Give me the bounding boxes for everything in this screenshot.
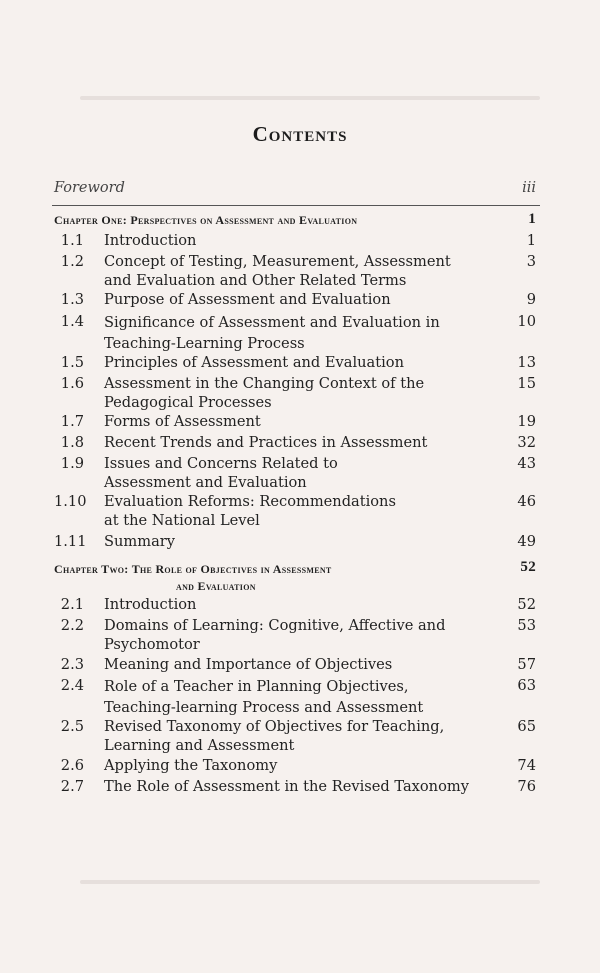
entry-number: 1.3 [60, 291, 84, 308]
foreword-entry [54, 180, 540, 200]
entry-number: 2.6 [60, 757, 84, 774]
entry-number: 1.9 [60, 455, 84, 472]
entry-page: 65 [517, 718, 536, 735]
entry-title: Revised Taxonomy of Objectives for Teaching, Learning and Assessment [104, 718, 445, 754]
foreword-label: Foreword [54, 180, 125, 196]
entry-page: 46 [517, 493, 536, 510]
entry-page: 76 [517, 778, 536, 795]
chapter-one-title: Chapter One: Perspectives on Assessment and Evaluation [54, 213, 358, 227]
entry-number: 2.4 [60, 677, 84, 694]
entry-title: Forms of Assessment [104, 413, 261, 430]
entry-title: Evaluation Reforms: Recommendations at the National Level [104, 493, 396, 529]
entry-page: 49 [517, 533, 536, 550]
chapter-one-heading [54, 213, 540, 228]
show-through-line [80, 96, 540, 100]
entry-page: 13 [517, 354, 536, 371]
entry-page: 19 [517, 413, 536, 430]
entry-page: 57 [517, 656, 536, 673]
chapter-two-title-line2: and Evaluation [176, 579, 256, 593]
entry-title: Significance of Assessment and Evaluation in Teaching-Learning Process [104, 314, 440, 352]
entry-page: 53 [517, 617, 536, 634]
entry-number: 1.10 [54, 493, 87, 510]
entry-number: 2.1 [60, 596, 84, 613]
entry-number: 1.8 [60, 434, 84, 451]
entry-page: 3 [526, 253, 536, 270]
entry-title: Concept of Testing, Measurement, Assessment and Evaluation and Other Related Terms [104, 253, 451, 289]
chapter-two-title-line1: Chapter Two: The Role of Objectives in Assessment [54, 562, 332, 576]
entry-title: Issues and Concerns Related to Assessment and Evaluation [104, 455, 338, 491]
entry-title: Applying the Taxonomy [104, 757, 278, 774]
divider [52, 205, 540, 206]
entry-title: Role of a Teacher in Planning Objectives, Teaching-learning Process and Assessment [104, 678, 424, 716]
entry-title: Domains of Learning: Cognitive, Affective and Psychomotor [104, 617, 446, 653]
entry-number: 1.11 [54, 533, 87, 550]
entry-number: 2.5 [60, 718, 84, 735]
entry-number: 2.2 [60, 617, 84, 634]
entry-title: Introduction [104, 232, 197, 249]
entry-page: 10 [517, 313, 536, 330]
entry-page: 52 [517, 596, 536, 613]
chapter-one-page: 1 [528, 211, 536, 227]
entry-page: 63 [517, 677, 536, 694]
entry-number: 1.6 [60, 375, 84, 392]
entry-number: 1.5 [60, 354, 84, 371]
entry-page: 9 [526, 291, 536, 308]
entry-page: 74 [517, 757, 536, 774]
entry-number: 2.7 [60, 778, 84, 795]
entry-number: 1.2 [60, 253, 84, 270]
entry-page: 15 [517, 375, 536, 392]
entry-title: Assessment in the Changing Context of the Pedagogical Processes [104, 375, 425, 411]
entry-title: Principles of Assessment and Evaluation [104, 354, 404, 371]
chapter-two-heading [54, 561, 540, 595]
entry-title: Meaning and Importance of Objectives [104, 656, 393, 673]
entry-number: 2.3 [60, 656, 84, 673]
entry-number: 1.4 [60, 313, 84, 330]
foreword-page: iii [522, 180, 536, 196]
entry-page: 43 [517, 455, 536, 472]
entry-title: Summary [104, 533, 175, 550]
entry-title: Purpose of Assessment and Evaluation [104, 291, 391, 308]
entry-page: 32 [517, 434, 536, 451]
entry-number: 1.7 [60, 413, 84, 430]
entry-number: 1.1 [60, 232, 84, 249]
show-through-line [80, 880, 540, 884]
entry-title: Introduction [104, 596, 197, 613]
entry-page: 1 [526, 232, 536, 249]
page-title: Contents [252, 122, 348, 146]
entry-title: Recent Trends and Practices in Assessment [104, 434, 428, 451]
entry-title: The Role of Assessment in the Revised Taxonomy [104, 778, 469, 795]
chapter-two-page: 52 [520, 559, 536, 575]
